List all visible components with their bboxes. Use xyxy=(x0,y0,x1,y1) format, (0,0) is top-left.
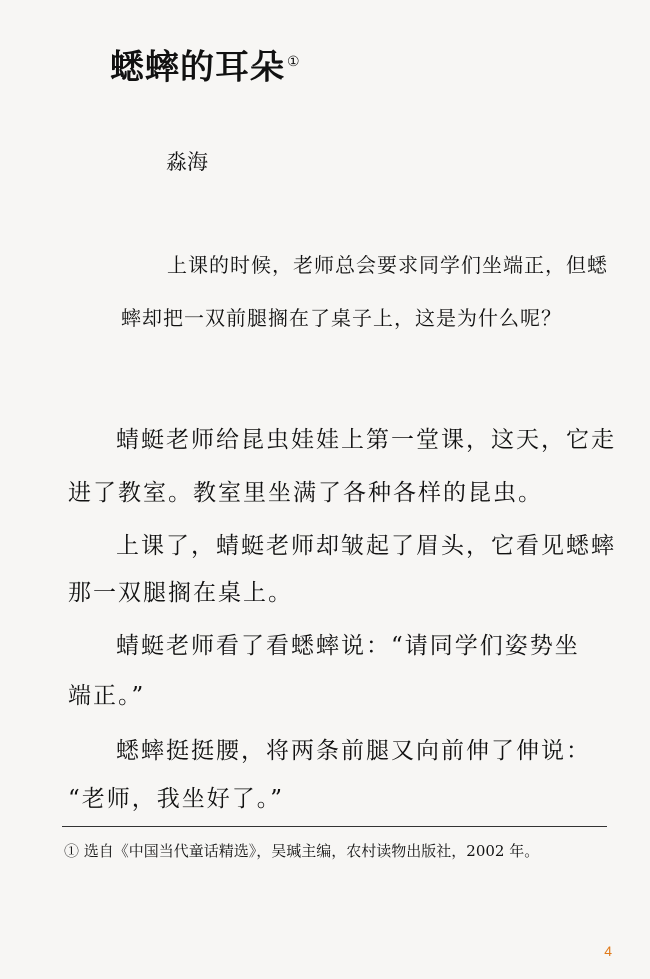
body-line-3: 上课了，蜻蜓老师却皱起了眉头，它看见蟋蟀 xyxy=(116,533,616,559)
intro-line-2: 蟀却把一双前腿搁在了桌子上，这是为什么呢？ xyxy=(121,306,562,330)
body-line-6: 端正。” xyxy=(68,683,146,709)
article-title xyxy=(110,40,301,89)
body-line-1: 蜻蜓老师给昆虫娃娃上第一堂课，这天，它走 xyxy=(116,427,616,453)
intro-line-1: 上课的时候，老师总会要求同学们坐端正，但蟋 xyxy=(167,253,608,277)
footnote-divider xyxy=(62,826,607,827)
body-line-5: 蜻蜓老师看了看蟋蟀说：“请同学们姿势坐 xyxy=(116,633,580,659)
footnote-marker: ① xyxy=(287,54,301,70)
footnote-text: ① 选自《中国当代童话精选》，吴瑊主编，农村读物出版社，2002 年。 xyxy=(64,842,540,860)
author-name: 淼海 xyxy=(166,150,208,174)
page-number: 4 xyxy=(604,943,612,959)
body-line-4: 那一双腿搁在桌上。 xyxy=(68,580,293,606)
article-title-text: 蟋蟀的耳朵 xyxy=(110,47,285,88)
body-line-2: 进了教室。教室里坐满了各种各样的昆虫。 xyxy=(68,480,543,506)
body-line-8: “老师，我坐好了。” xyxy=(68,786,285,812)
body-line-7: 蟋蟀挺挺腰，将两条前腿又向前伸了伸说： xyxy=(116,738,591,764)
